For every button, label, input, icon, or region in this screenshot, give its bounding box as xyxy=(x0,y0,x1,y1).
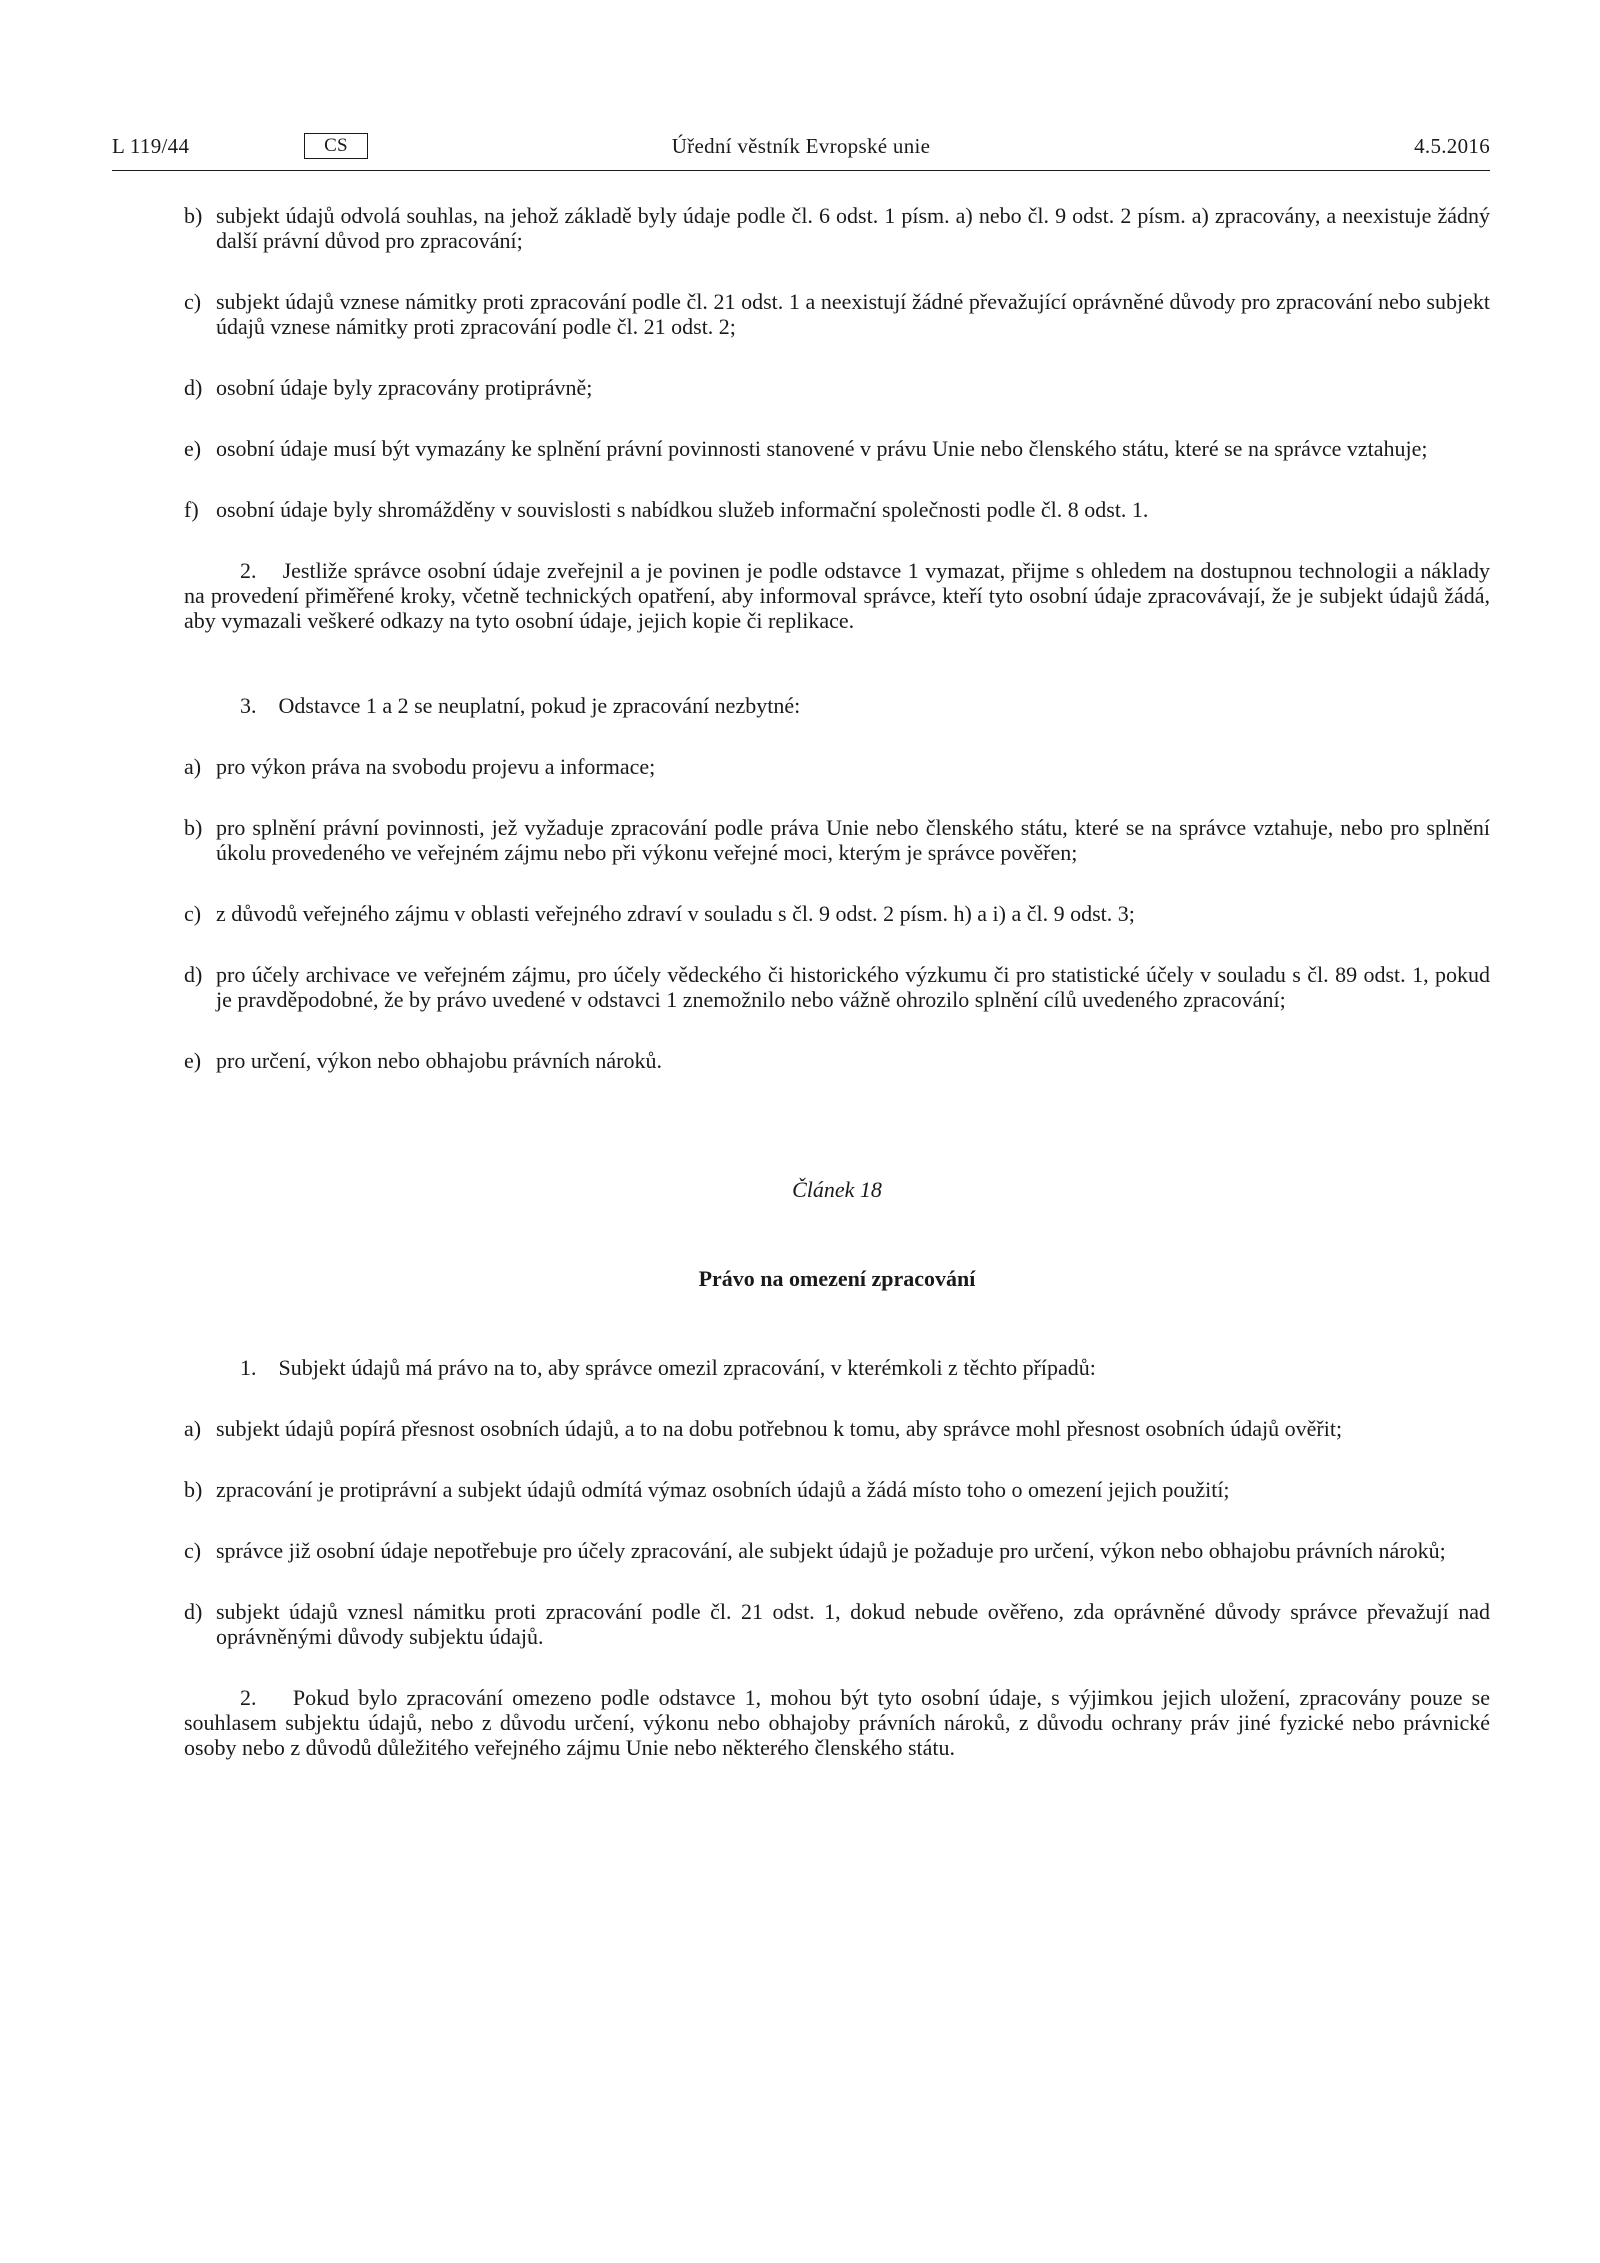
list-item: c) z důvodů veřejného zájmu v oblasti veřejného zdraví v souladu s čl. 9 odst. 2 písm. h) a i) a čl. 9 odst. 3; xyxy=(184,901,1135,926)
list-item: b) pro splnění právní povinnosti, jež vyžaduje zpracování podle práva Unie nebo členského státu, které se na správce vztahuje, nebo pro splnění úkolu provedeného ve veřejném zájmu nebo při výkonu veřejné moci, kterým je správce pověřen; xyxy=(184,815,1490,865)
publication-date: 4.5.2016 xyxy=(1414,134,1490,158)
list-item: f) osobní údaje byly shromážděny v souvislosti s nabídkou služeb informační společnosti podle čl. 8 odst. 1. xyxy=(184,497,1149,522)
list-item: b) zpracování je protiprávní a subjekt údajů odmítá výmaz osobních údajů a žádá místo toho o omezení jejich použití; xyxy=(184,1477,1230,1502)
header-rule xyxy=(112,170,1490,171)
article-title: Článek 18 xyxy=(792,1177,882,1202)
paragraph-3: 3. Odstavce 1 a 2 se neuplatní, pokud je zpracování nezbytné: xyxy=(240,693,801,718)
language-badge: CS xyxy=(304,133,368,159)
list-item: e) pro určení, výkon nebo obhajobu právních nároků. xyxy=(184,1048,662,1073)
list-item: d) osobní údaje byly zpracovány protiprávně; xyxy=(184,375,593,400)
page-header xyxy=(112,130,1490,170)
list-item: b) subjekt údajů odvolá souhlas, na jehož základě byly údaje podle čl. 6 odst. 1 písm. a) nebo čl. 9 odst. 2 písm. a) zpracovány, a neexistuje žádný další právní důvod pro zpracování; xyxy=(184,203,1490,253)
journal-reference: L 119/44 xyxy=(112,134,190,158)
list-item: d) pro účely archivace ve veřejném zájmu, pro účely vědeckého či historického výzkumu či pro statistické účely v souladu s čl. 89 odst. 1, pokud je pravděpodobné, že by právo uvedené v odstavci 1 znemožnilo nebo vážně ohrozilo splnění cílů uvedeného zpracování; xyxy=(184,962,1490,1012)
article-paragraph-2: 2. Pokud bylo zpracování omezeno podle odstavce 1, mohou být tyto osobní údaje, s výjimkou jejich uložení, zpracovány pouze se souhlasem subjektu údajů, nebo z důvodu určení, výkonu nebo obhajoby právních nároků, z důvodu ochrany práv jiné fyzické nebo právnické osoby nebo z důvodů důležitého veřejného zájmu Unie nebo některého členského státu. xyxy=(184,1685,1490,1760)
article-paragraph-1: 1. Subjekt údajů má právo na to, aby správce omezil zpracování, v kterémkoli z těchto případů: xyxy=(240,1355,1096,1380)
article-heading: Právo na omezení zpracování xyxy=(698,1266,976,1291)
paragraph-2: 2. Jestliže správce osobní údaje zveřejnil a je povinen je podle odstavce 1 vymazat, přijme s ohledem na dostupnou technologii a náklady na provedení přiměřené kroky, včetně technických opatření, aby informoval správce, kteří tyto osobní údaje zpracovávají, že je subjekt údajů žádá, aby vymazali veškeré odkazy na tyto osobní údaje, jejich kopie či replikace. xyxy=(184,558,1490,633)
list-item: d) subjekt údajů vznesl námitku proti zpracování podle čl. 21 odst. 1, dokud nebude ověřeno, zda oprávněné důvody správce převažují nad oprávněnými důvody subjektu údajů. xyxy=(184,1599,1490,1649)
list-item: a) subjekt údajů popírá přesnost osobních údajů, a to na dobu potřebnou k tomu, aby správce mohl přesnost osobních údajů ověřit; xyxy=(184,1416,1343,1441)
journal-title: Úřední věstník Evropské unie xyxy=(671,134,931,158)
document-body xyxy=(184,203,1490,1760)
list-item: c) subjekt údajů vznese námitky proti zpracování podle čl. 21 odst. 1 a neexistují žádné převažující oprávněné důvody pro zpracování nebo subjekt údajů vznese námitky proti zpracování podle čl. 21 odst. 2; xyxy=(184,289,1490,339)
list-item: a) pro výkon práva na svobodu projevu a informace; xyxy=(184,754,656,779)
list-item: e) osobní údaje musí být vymazány ke splnění právní povinnosti stanovené v právu Unie nebo členského státu, které se na správce vztahuje; xyxy=(184,436,1428,461)
list-item: c) správce již osobní údaje nepotřebuje pro účely zpracování, ale subjekt údajů je požaduje pro určení, výkon nebo obhajobu právních nároků; xyxy=(184,1538,1446,1563)
